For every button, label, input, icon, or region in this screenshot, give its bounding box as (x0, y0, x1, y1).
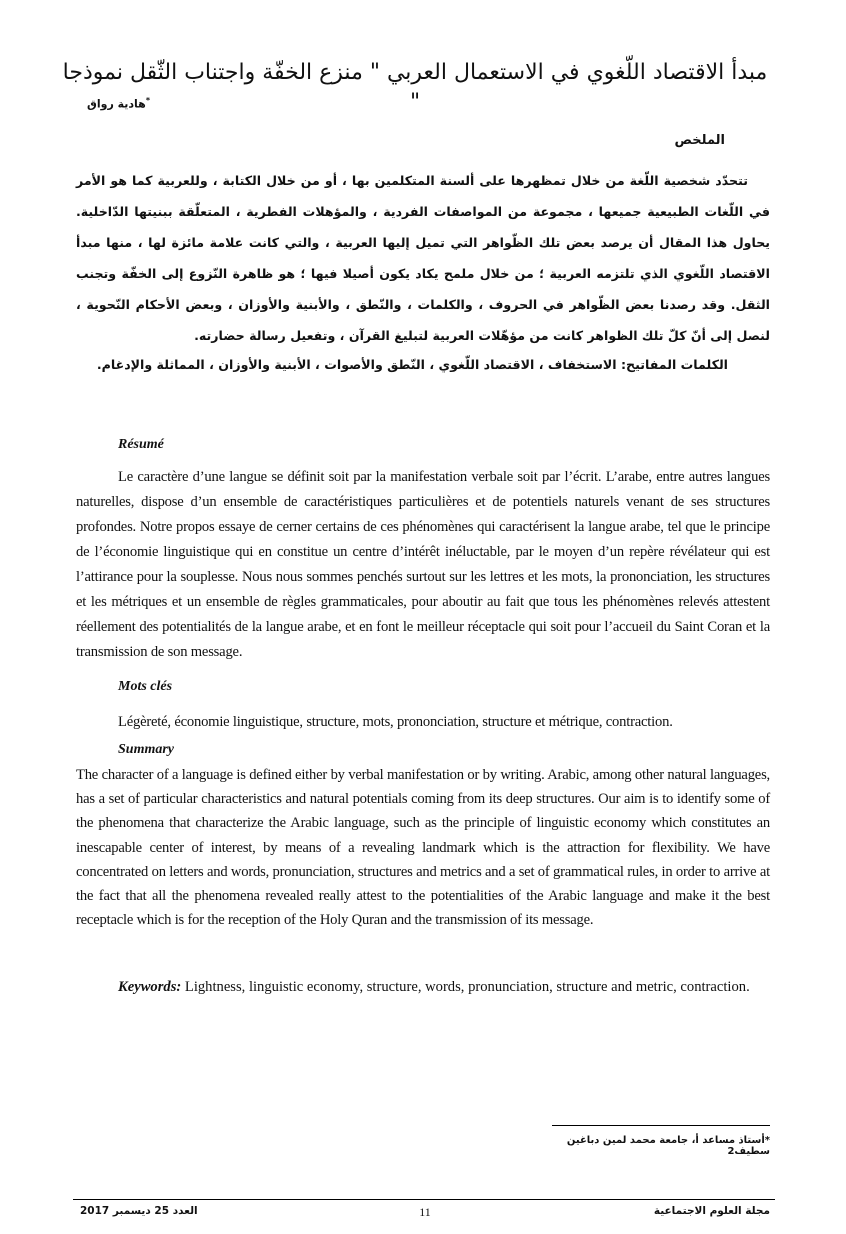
french-resume-heading: Résumé (118, 437, 164, 452)
arabic-keywords-list: الاستخفاف ، الاقتصاد اللّغوي ، النّطق والأصوات ، الأبنية والأوزان ، المماثلة والإدغام. (96, 357, 621, 372)
french-keywords-heading: Mots clés (118, 679, 173, 694)
author-name (60, 96, 150, 111)
footer-separator (73, 1199, 775, 1200)
author-affiliation-footnote: *أستاذ مساعد أ، جامعة محمد لمين دباغين سطيف2 (566, 1135, 770, 1157)
arabic-abstract-heading: الملخص (674, 133, 725, 148)
author-name-text: هادية رواق (87, 97, 146, 111)
footnote-separator (552, 1125, 770, 1126)
footer-issue-date: العدد 25 ديسمبر 2017 (80, 1205, 198, 1217)
english-summary-body: The character of a language is defined either by verbal manifestation or by writing. Arabic, among other natural languages, has a set of particular characteristics and natural potentials coming from its deep structures. Our aim is to identify some of the phenomena that characterize the Arabic language, such as the principle of linguistic economy which constitutes an inescapable center of interest, by means of a revealing landmark which is the attraction for flexibility. We have concentrated on letters and words, pronunciation, structures and metrics and a set of grammatical rules, in order to arrive at the fact that all the phenomena revealed really attest to the potentialities of the Arabic language and make it the best receptacle which is for the reception of the Holy Quran and the transmission of its message. (76, 767, 770, 929)
arabic-keywords (76, 357, 728, 372)
english-keywords-list: Lightness, linguistic economy, structure, words, pronunciation, structure and metric, contraction. (181, 979, 750, 995)
arabic-keywords-label: الكلمات المفاتيح: (621, 357, 728, 372)
footer-page-number: 11 (419, 1205, 431, 1219)
footer-journal-name: مجلة العلوم الاجتماعية (653, 1205, 770, 1217)
english-keywords (76, 972, 770, 1002)
french-keywords-list: Légèreté, économie linguistique, structure, mots, prononciation, structure et métrique, contraction. (118, 714, 673, 730)
article-title: مبدأ الاقتصاد اللّغوي في الاستعمال العربي " منزع الخفّة واجتناب الثّقل نموذجا " (62, 60, 768, 115)
french-resume-body: Le caractère d’une langue se définit soit par la manifestation verbale soit par l’écrit. L’arabe, entre autres langues naturelles, dispose d’un ensemble de caractéristiques particulières et de potentiels naturels venant de ses structures profondes. Notre propos essaye de cerner certains de ces phénomènes qui caractérisent la langue arabe, tel que le principe de l’économie linguistique qui en constitue un centre d’intérêt inéluctable, par le moyen d’un repère révélateur qui est l’attirance pour la souplesse. Nous nous sommes penchés surtout sur les lettres et les mots, la prononciation, les structures et les métriques et un ensemble de règles grammaticales, pour aboutir au fait que tous les phénomènes relevés attestent réellement des potentialités de la langue arabe, et en font le meilleur réceptacle qui soit pour l’accueil du Saint Coran et la transmission de son message. (76, 469, 770, 660)
arabic-abstract-body: تتحدّد شخصية اللّغة من خلال تمظهرها على ألسنة المتكلمين بها ، أو من خلال الكتابة ، وللعربية كما هو الأمر في اللّغات الطبيعية جميعها ، مجموعة من المواصفات الفردية ، والمؤهلات الفطرية ، المتعلّقة ببنيتها الدّاخلية. يحاول هذا المقال أن يرصد بعض تلك الظّواهر التي تميل إليها العربية ، والتي كانت علامة مائزة لها ، منها مبدأ الاقتصاد اللّغوي الذي تلتزمه العربية ؛ من خلال ملمح يكاد يكون أصيلا فيها ؛ هو ظاهرة النّزوع إلى الخفّة وتجنب الثقل. وقد رصدنا بعض الظّواهر في الحروف ، والكلمات ، والنّطق ، والأبنية والأوزان ، وبعض الأحكام النّحوية ، لنصل إلى أنّ كلّ تلك الظواهر كانت من مؤهّلات العربية لتبليغ القرآن ، وتفعيل رسالة حضارته. (76, 173, 770, 343)
author-footnote-marker: * (145, 96, 150, 105)
english-keywords-label: Keywords: (118, 979, 182, 995)
english-summary-heading: Summary (118, 742, 175, 757)
